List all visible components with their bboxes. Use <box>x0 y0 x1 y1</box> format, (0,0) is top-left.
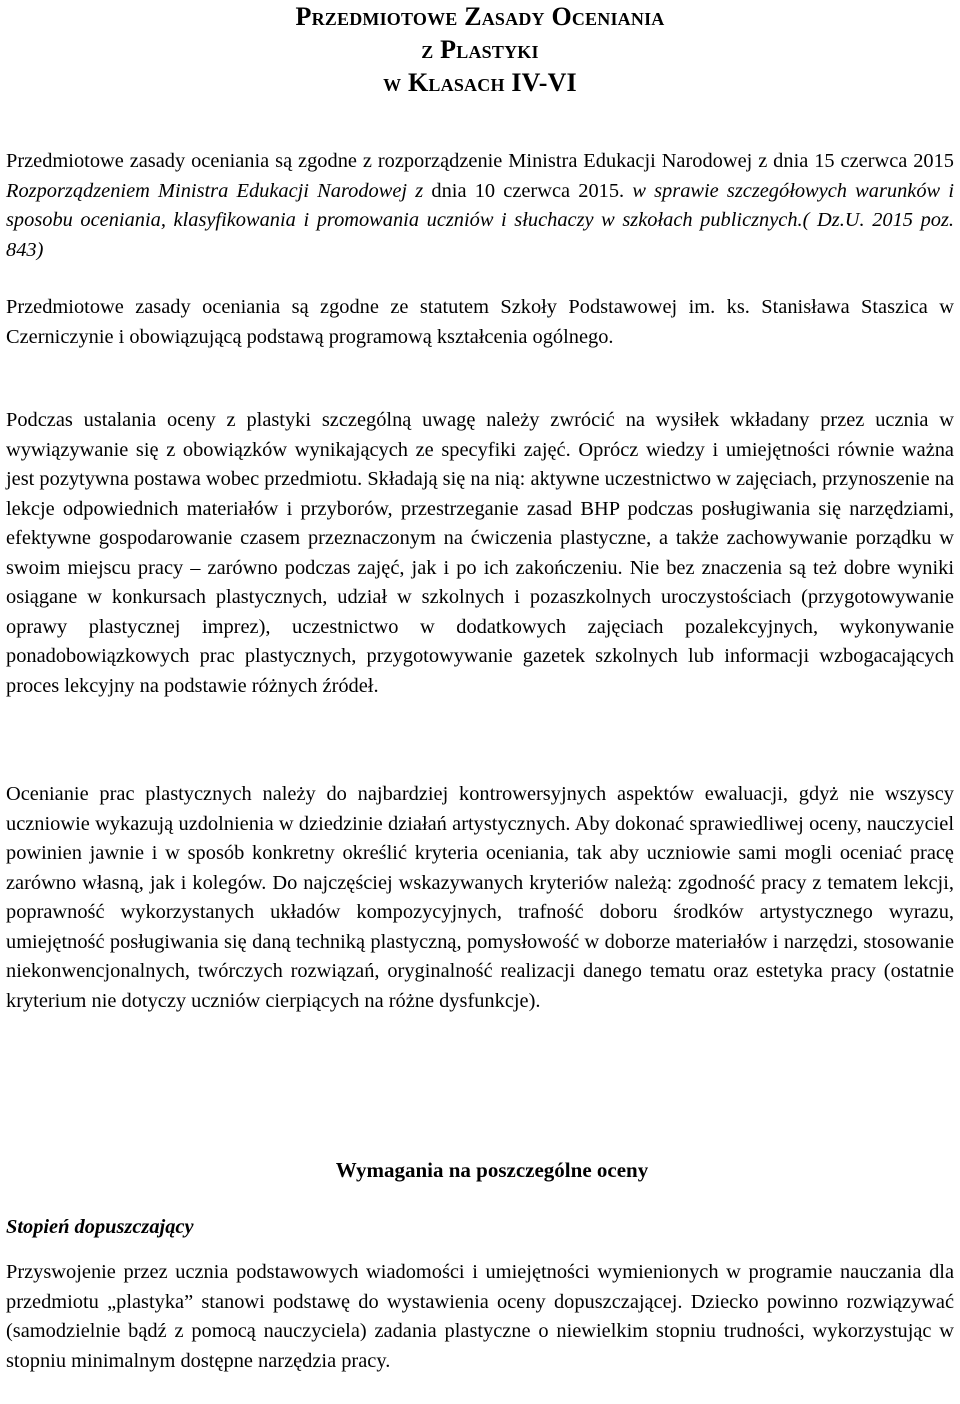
grade-description-paragraph: Przyswojenie przez ucznia podstawowych wiadomości i umiejętności wymienionych w programie nauczania dla przedmiotu „plastyka” stanowi podstawę do wystawienia oceny dopuszczającej. Dziecko powinno rozwiązywać (samodzielnie bądź z pomocą nauczyciela) zadania plastyczne o niewielkim stopniu trudności, wykorzystując w stopniu minimalnym dostępne narzędzia pracy. <box>6 1261 954 1372</box>
statute-paragraph: Przedmiotowe zasady oceniania są zgodne ze statutem Szkoły Podstawowej im. ks. Stanisława Staszica w Czerniczynie i obowiązującą podstawą programową kształcenia ogólnego. <box>6 296 954 348</box>
title-line-2: z Plastyki <box>421 35 539 64</box>
legal-basis-italic-2: w sprawie szczegółowych warunków i sposobu oceniania, klasyfikowania i promowania uczniów i słuchaczy w szkołach publicznych.( Dz.U. 2015 poz. 843) <box>6 179 954 261</box>
legal-basis-text-2: dnia 10 czerwca 2015. <box>423 179 633 202</box>
requirements-heading: Wymagania na poszczególne oceny <box>335 1158 649 1182</box>
title-line-1: Przedmiotowe Zasady Oceniania <box>295 2 665 31</box>
legal-basis-paragraph <box>6 147 954 265</box>
legal-basis-text-1: Przedmiotowe zasady oceniania są zgodne z rozporządzenie Ministra Edukacji Narodowej z dnia 15 czerwca 2015 <box>6 150 954 172</box>
legal-basis-italic-1: Rozporządzeniem Ministra Edukacji Narodowej z <box>6 179 424 202</box>
grade-heading: Stopień dopuszczający <box>6 1216 194 1238</box>
title-line-3: w Klasach IV-VI <box>383 68 577 97</box>
assessment-criteria-paragraph: Ocenianie prac plastycznych należy do najbardziej kontrowersyjnych aspektów ewaluacji, gdyż nie wszyscy uczniowie wykazują uzdolnienia w dziedzinie działań artystycznych. Aby dokonać sprawiedliwej oceny, nauczyciel powinien jawnie i w sposób konkretny określić kryteria oceniania, tak aby uczniowie sami mogli oceniać pracę zarówno własną, jak i kolegów. Do najczęściej wskazywanych kryteriów należą: zgodność pracy z tematem lekcji, poprawność wykorzystanych układów kompozycyjnych, trafność doboru środków artystycznego wyrazu, umiejętność posługiwania się daną techniką plastyczną, pomysłowość w doborze materiałów i narzędzi, stosowanie niekonwencjonalnych, twórczych rozwiązań, oryginalność realizacji danego tematu oraz estetyka pracy (ostatnie kryterium nie dotyczy uczniów cierpiących na różne dysfunkcje). <box>6 783 954 1012</box>
document-title <box>6 0 954 99</box>
assessment-effort-paragraph: Podczas ustalania oceny z plastyki szczególną uwagę należy zwrócić na wysiłek wkładany przez ucznia w wywiązywanie się z obowiązków wynikających ze specyfiki zajęć. Oprócz wiedzy i umiejętności równie ważna jest pozytywna postawa wobec przedmiotu. Składają się na nią: aktywne uczestnictwo w zajęciach, przynoszenie na lekcje odpowiednich materiałów i przyborów, przestrzeganie zasad BHP podczas posługiwania się narzędziami, efektywne gospodarowanie czasem przeznaczonym na ćwiczenia plastyczne, a także zachowywanie porządku w swoim miejscu pracy – zarówno podczas zajęć, jak i po ich zakończeniu. Nie bez znaczenia są też dobre wyniki osiągane w konkursach plastycznych, udział w szkolnych i pozaszkolnych uroczystościach (przygotowywanie oprawy plastycznej imprez), uczestnictwo w dodatkowych zajęciach pozalekcyjnych, wykonywanie ponadobowiązkowych prac plastycznych, przygotowywanie gazetek szkolnych lub informacji wzbogacających proces lekcyjny na podstawie różnych źródeł. <box>6 409 954 697</box>
document-page <box>6 0 954 1372</box>
